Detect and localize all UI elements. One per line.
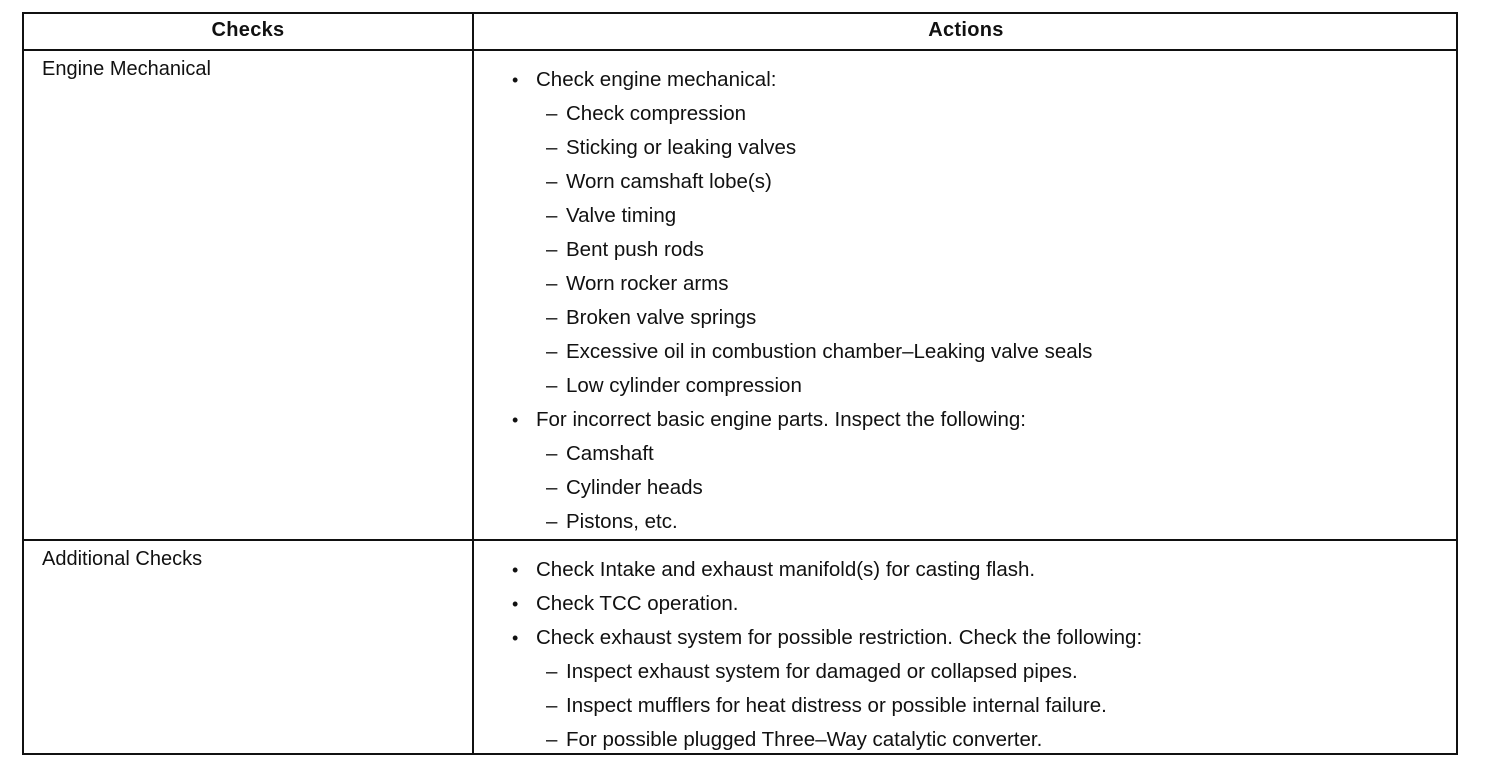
dash-marker: – xyxy=(546,374,558,397)
action-bullet-item xyxy=(508,403,1092,437)
check-additional-checks: Additional Checks xyxy=(42,548,203,570)
column-header-checks: Checks xyxy=(211,19,285,41)
action-text: Check Intake and exhaust manifold(s) for casting flash. xyxy=(536,558,1036,581)
dash-marker: – xyxy=(546,442,558,465)
action-text: Check engine mechanical: xyxy=(536,68,777,91)
action-sub-item xyxy=(508,165,1092,199)
column-header-actions: Actions xyxy=(928,19,1004,41)
action-text: Low cylinder compression xyxy=(566,374,802,397)
dash-marker: – xyxy=(546,660,558,683)
action-text: Worn rocker arms xyxy=(566,272,729,295)
dash-marker: – xyxy=(546,272,558,295)
action-text: Cylinder heads xyxy=(566,476,703,499)
header-divider xyxy=(22,49,1458,51)
action-text: Check TCC operation. xyxy=(536,592,739,615)
action-bullet-item xyxy=(508,63,1092,97)
action-text: Camshaft xyxy=(566,442,654,465)
row-divider xyxy=(22,539,1458,541)
bullet-marker: • xyxy=(512,594,519,614)
action-text: Broken valve springs xyxy=(566,306,757,329)
action-text: Sticking or leaking valves xyxy=(566,136,797,159)
column-divider xyxy=(472,12,474,755)
action-text: Worn camshaft lobe(s) xyxy=(566,170,772,193)
action-sub-item xyxy=(508,369,1092,403)
action-sub-item xyxy=(508,199,1092,233)
check-engine-mechanical: Engine Mechanical xyxy=(42,58,211,80)
action-sub-item xyxy=(508,131,1092,165)
action-sub-item xyxy=(508,655,1142,689)
actions-engine-mechanical xyxy=(508,63,1092,539)
action-sub-item xyxy=(508,301,1092,335)
action-text: Bent push rods xyxy=(566,238,704,261)
action-text: Valve timing xyxy=(566,204,677,227)
action-bullet-item xyxy=(508,553,1142,587)
action-text: Inspect exhaust system for damaged or collapsed pipes. xyxy=(566,660,1078,683)
action-bullet-item xyxy=(508,587,1142,621)
action-text: For possible plugged Three–Way catalytic converter. xyxy=(566,728,1043,751)
action-text: Check exhaust system for possible restriction. Check the following: xyxy=(536,626,1143,649)
dash-marker: – xyxy=(546,510,558,533)
actions-additional-checks xyxy=(508,553,1142,757)
action-text: Excessive oil in combustion chamber–Leaking valve seals xyxy=(566,340,1093,363)
bullet-marker: • xyxy=(512,70,519,90)
dash-marker: – xyxy=(546,136,558,159)
dash-marker: – xyxy=(546,238,558,261)
dash-marker: – xyxy=(546,340,558,363)
action-text: Inspect mufflers for heat distress or possible internal failure. xyxy=(566,694,1107,717)
action-sub-item xyxy=(508,97,1092,131)
action-sub-item xyxy=(508,437,1092,471)
dash-marker: – xyxy=(546,102,558,125)
bullet-marker: • xyxy=(512,560,519,580)
action-sub-item xyxy=(508,723,1142,757)
action-sub-item xyxy=(508,689,1142,723)
action-text: For incorrect basic engine parts. Inspect the following: xyxy=(536,408,1026,431)
action-text: Pistons, etc. xyxy=(566,510,678,533)
dash-marker: – xyxy=(546,476,558,499)
bullet-marker: • xyxy=(512,410,519,430)
action-sub-item xyxy=(508,335,1092,369)
dash-marker: – xyxy=(546,694,558,717)
action-sub-item xyxy=(508,267,1092,301)
dash-marker: – xyxy=(546,170,558,193)
action-bullet-item xyxy=(508,621,1142,655)
dash-marker: – xyxy=(546,728,558,751)
action-sub-item xyxy=(508,471,1092,505)
dash-marker: – xyxy=(546,204,558,227)
action-text: Check compression xyxy=(566,102,747,125)
action-sub-item xyxy=(508,233,1092,267)
bullet-marker: • xyxy=(512,628,519,648)
dash-marker: – xyxy=(546,306,558,329)
action-sub-item xyxy=(508,505,1092,539)
